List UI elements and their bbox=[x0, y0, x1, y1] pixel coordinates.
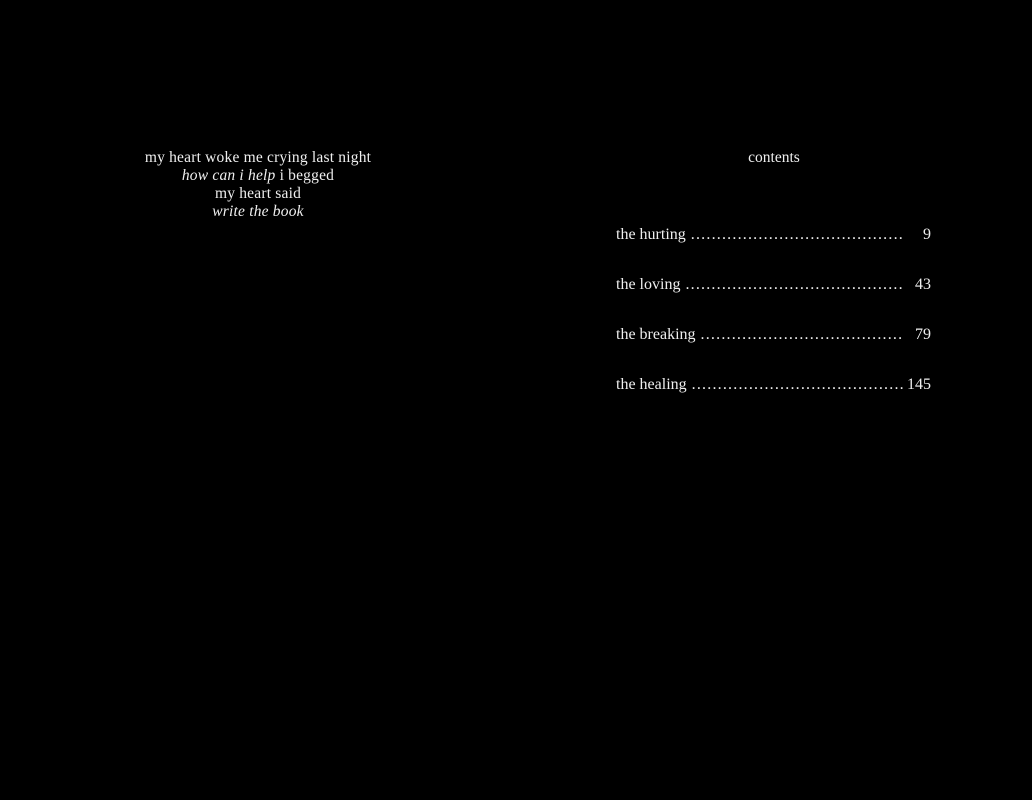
toc-entry-page: 145 bbox=[907, 376, 931, 393]
toc-entry-label: the loving bbox=[616, 276, 681, 293]
toc-leader-dots bbox=[691, 226, 904, 244]
poem-line bbox=[0, 149, 516, 167]
toc-entry bbox=[616, 226, 931, 244]
toc-entry-page: 79 bbox=[915, 326, 931, 343]
toc-entry bbox=[616, 276, 931, 294]
toc-entry-label: the breaking bbox=[616, 326, 696, 343]
poem-segment: i begged bbox=[275, 167, 335, 184]
toc-list bbox=[616, 226, 931, 426]
poem-segment: my heart said bbox=[214, 185, 302, 202]
toc-leader-dots bbox=[692, 376, 904, 394]
toc-leader-dots bbox=[685, 276, 904, 294]
right-page bbox=[516, 0, 1032, 800]
poem-segment: my heart woke me crying last night bbox=[144, 149, 372, 166]
poem-line bbox=[0, 203, 516, 221]
poem-line bbox=[0, 185, 516, 203]
contents-title: contents bbox=[748, 149, 800, 166]
toc-leader-dots bbox=[701, 326, 904, 344]
poem-line bbox=[0, 167, 516, 185]
toc-entry bbox=[616, 376, 931, 394]
toc-entry-label: the hurting bbox=[616, 226, 686, 243]
poem bbox=[0, 149, 516, 221]
toc-entry bbox=[616, 326, 931, 344]
toc-entry-label: the healing bbox=[616, 376, 687, 393]
toc-entry-page: 43 bbox=[915, 276, 931, 293]
poem-segment-italic: how can i help bbox=[181, 167, 276, 184]
toc-entry-page: 9 bbox=[923, 226, 931, 243]
poem-segment-italic: write the book bbox=[212, 203, 304, 220]
